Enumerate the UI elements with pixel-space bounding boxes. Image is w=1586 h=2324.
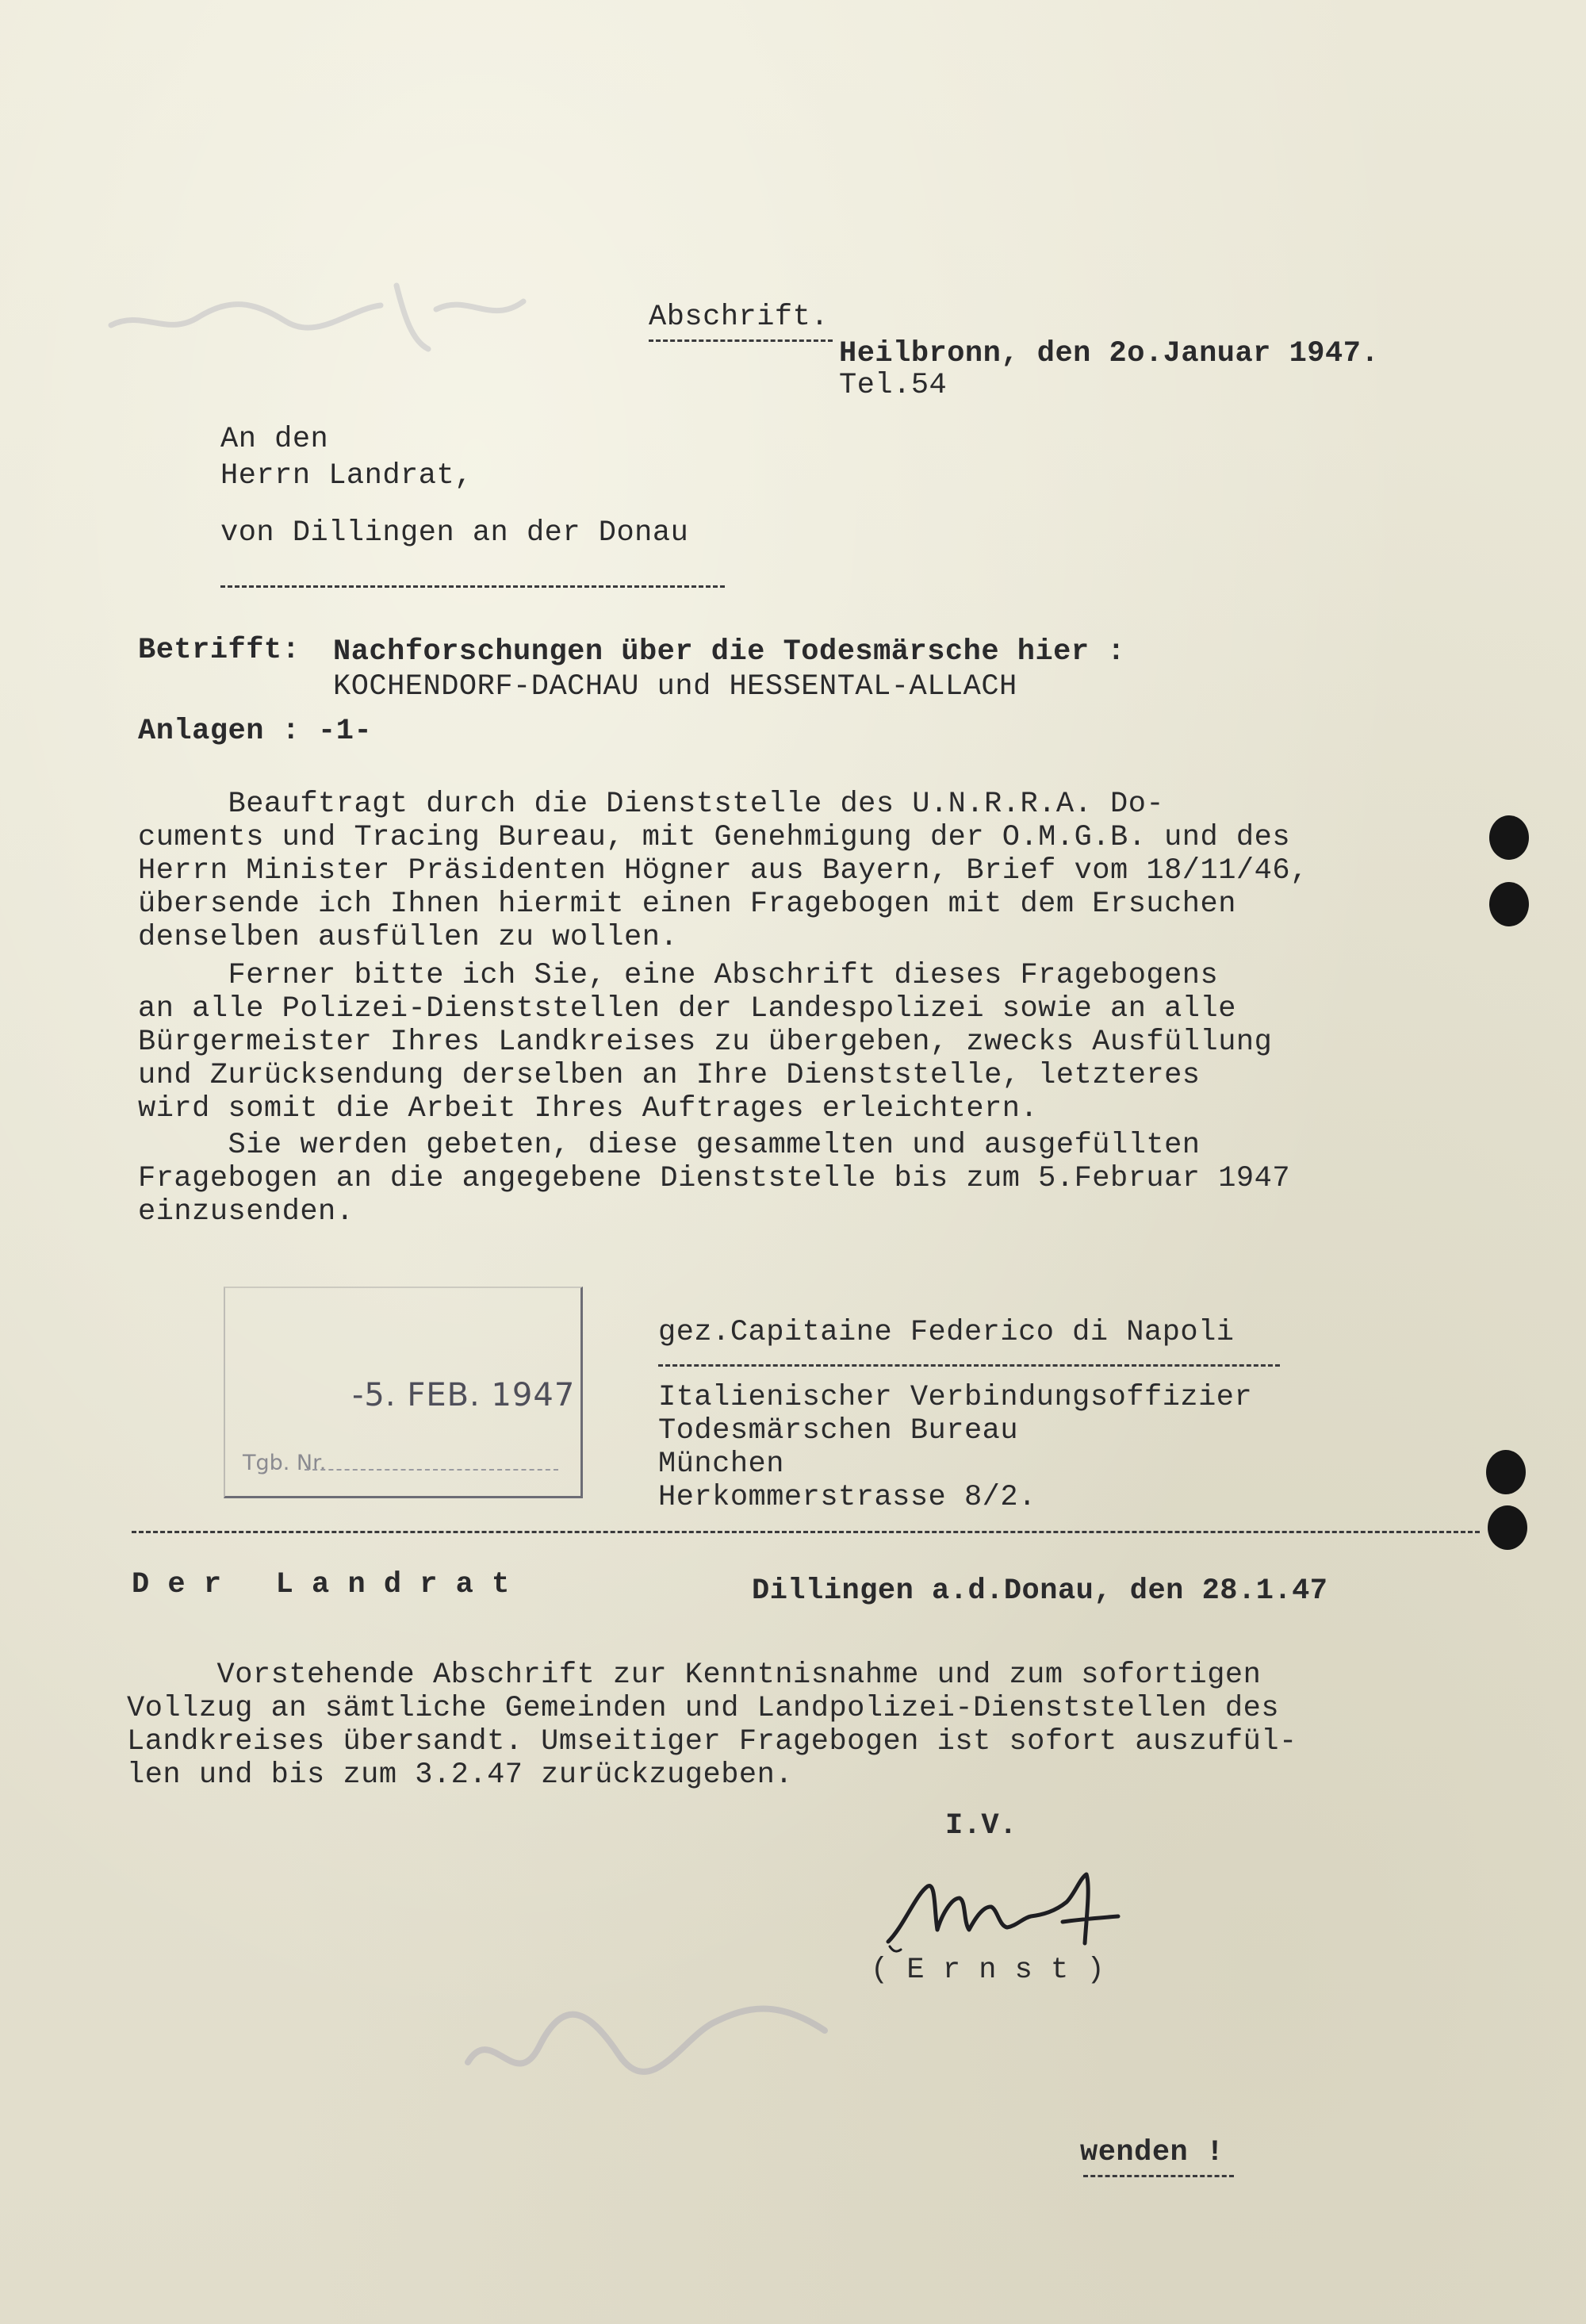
body-line: Herrn Minister Präsidenten Högner aus Bayern, Brief vom 18/11/46, (138, 854, 1308, 888)
punch-hole-3 (1486, 1450, 1526, 1494)
section-divider (132, 1531, 1480, 1533)
stamp-register-line (305, 1469, 558, 1471)
signatory-line-4: München (658, 1448, 784, 1481)
turn-over-underline (1083, 2175, 1234, 2177)
bleed-through-handwriting-bottom (444, 1943, 872, 2118)
body-line: wird somit die Arbeit Ihres Auftrages erleichtern. (138, 1092, 1039, 1126)
punch-hole-2 (1489, 882, 1529, 926)
body-line: Bürgermeister Ihres Landkreises zu übergeben, zwecks Ausfüllung (138, 1026, 1273, 1059)
body-line: cuments und Tracing Bureau, mit Genehmigung der O.M.G.B. und des (138, 821, 1291, 854)
body-line: Ferner bitte ich Sie, eine Abschrift dieses Fragebogens (138, 959, 1219, 992)
body-line: übersende ich Ihnen hiermit einen Fragebogen mit dem Ersuchen (138, 888, 1236, 921)
recipient-line-3: von Dillingen an der Donau (220, 516, 689, 550)
recipient-line-1: An den (220, 423, 329, 456)
punch-hole-1 (1489, 815, 1529, 860)
turn-over-note: wenden ! (1080, 2136, 1224, 2169)
body-line: an alle Polizei-Dienststellen der Landespolizei sowie an alle (138, 992, 1236, 1026)
landrat-name: ( E r n s t ) (871, 1954, 1105, 1987)
landrat-title: D e r L a n d r a t (132, 1568, 510, 1601)
subject-line-2: KOCHENDORF-DACHAU und HESSENTAL-ALLACH (333, 670, 1017, 704)
signatory-line-2: Italienischer Verbindungsoffizier (658, 1381, 1253, 1414)
recipient-divider (220, 585, 725, 588)
telephone: Tel.54 (839, 369, 948, 402)
landrat-body-line: Vollzug an sämtliche Gemeinden und Landpolizei-Dienststellen des (127, 1692, 1280, 1725)
body-line: und Zurücksendung derselben an Ihre Dienststelle, letzteres (138, 1059, 1201, 1092)
punch-hole-4 (1488, 1505, 1527, 1550)
recipient-line-2: Herrn Landrat, (220, 459, 473, 493)
attachments: Anlagen : -1- (138, 715, 373, 748)
body-line: Sie werden gebeten, diese gesammelten und ausgefüllten (138, 1129, 1201, 1162)
received-stamp (224, 1287, 583, 1498)
body-line: Fragebogen an die angegebene Dienststelle bis zum 5.Februar 1947 (138, 1162, 1291, 1195)
copy-heading: Abschrift. (649, 301, 829, 334)
subject-label: Betrifft: (138, 634, 301, 667)
subject-line-1: Nachforschungen über die Todesmärsche hier : (333, 635, 1125, 669)
stamp-register-number: Tgb. Nr. (243, 1451, 327, 1475)
signatory-line-1: gez.Capitaine Federico di Napoli (658, 1316, 1235, 1349)
landrat-body-line: len und bis zum 3.2.47 zurückzugeben. (127, 1758, 794, 1792)
signatory-divider (658, 1364, 1280, 1367)
landrat-iv: I.V. (945, 1809, 1017, 1843)
place-date: Heilbronn, den 2o.Januar 1947. (839, 337, 1380, 370)
bleed-through-handwriting-top (95, 262, 539, 373)
landrat-body-line: Vorstehende Abschrift zur Kenntnisnahme und zum sofortigen (127, 1659, 1262, 1692)
copy-heading-underline (649, 339, 833, 342)
body-line: Beauftragt durch die Dienststelle des U.N.R.R.A. Do- (138, 788, 1165, 821)
landrat-body-line: Landkreises übersandt. Umseitiger Fragebogen ist sofort auszufül- (127, 1725, 1297, 1758)
stamp-date: -5. FEB. 1947 (352, 1377, 576, 1413)
signatory-line-5: Herkommerstrasse 8/2. (658, 1481, 1036, 1514)
landrat-place-date: Dillingen a.d.Donau, den 28.1.47 (752, 1574, 1328, 1608)
signatory-line-3: Todesmärschen Bureau (658, 1414, 1019, 1448)
body-line: denselben ausfüllen zu wollen. (138, 921, 679, 954)
body-line: einzusenden. (138, 1195, 354, 1229)
